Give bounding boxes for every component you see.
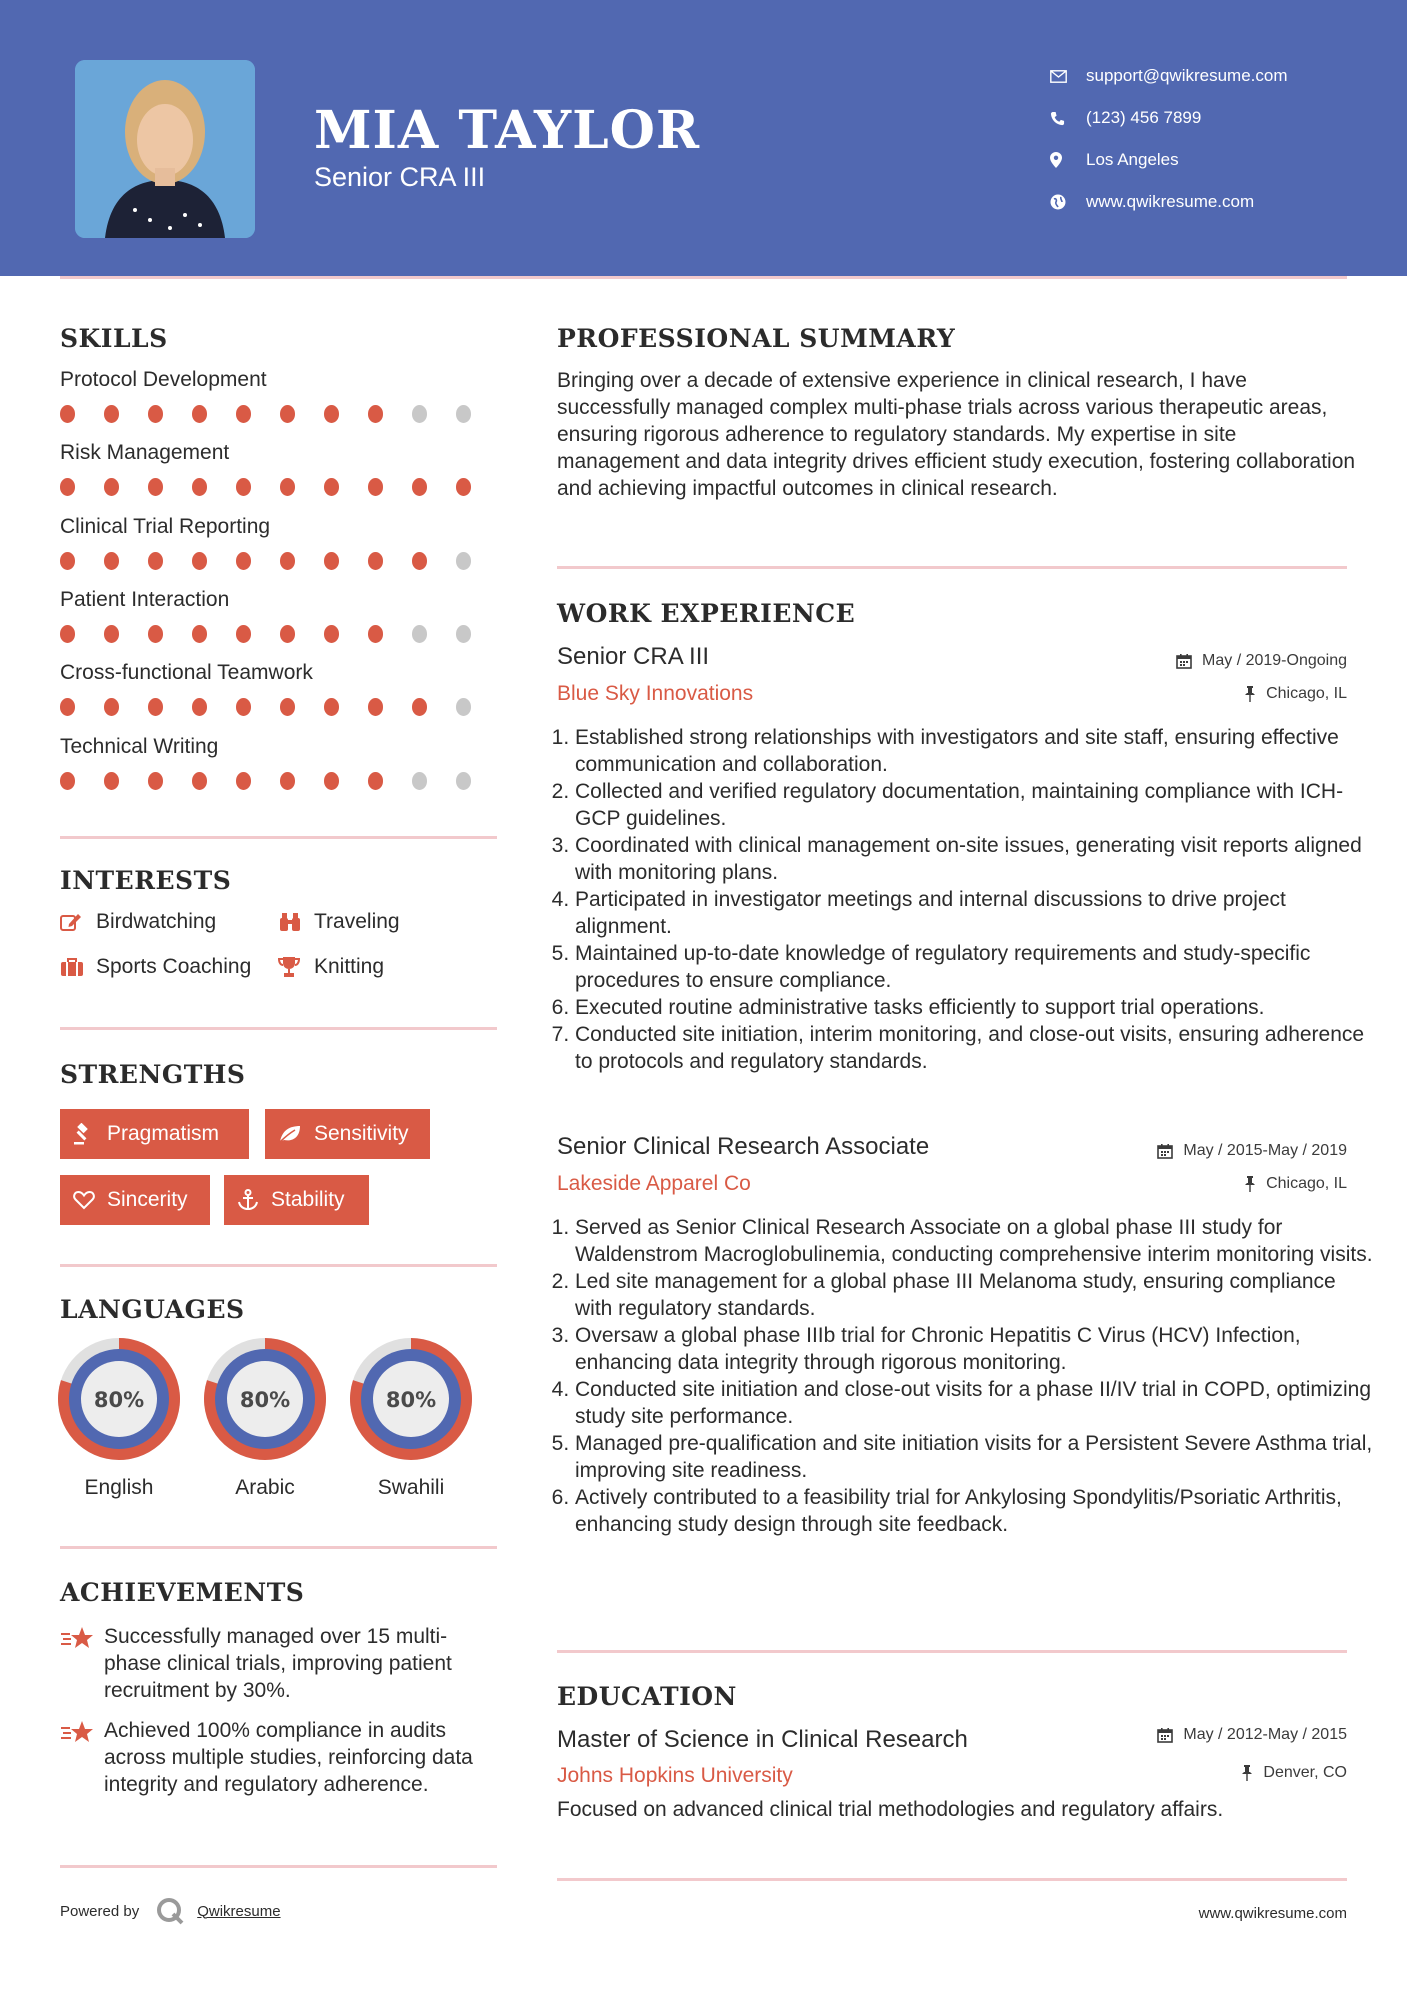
contact-email-text: support@qwikresume.com bbox=[1086, 66, 1288, 85]
experience-heading: WORK EXPERIENCE bbox=[557, 599, 856, 628]
gavel-icon bbox=[73, 1123, 95, 1145]
rating-dot-filled bbox=[324, 552, 339, 570]
rating-dot-empty bbox=[456, 552, 471, 570]
interest-item bbox=[60, 910, 216, 934]
rating-dot-filled bbox=[148, 478, 163, 496]
rating-dot-filled bbox=[280, 552, 295, 570]
rating-dot-filled bbox=[280, 478, 295, 496]
rating-dot-filled bbox=[192, 698, 207, 716]
rating-dot-filled bbox=[236, 478, 251, 496]
skill-name: Cross-functional Teamwork bbox=[60, 661, 313, 685]
rating-dot-empty bbox=[456, 698, 471, 716]
achievement-item bbox=[60, 1623, 500, 1704]
skill-rating bbox=[60, 552, 500, 570]
rating-dot-filled bbox=[104, 478, 119, 496]
languages-divider bbox=[60, 1546, 497, 1549]
skill-item bbox=[60, 585, 500, 643]
strength-label: Pragmatism bbox=[107, 1122, 220, 1145]
rating-dot-filled bbox=[368, 772, 383, 790]
rating-dot-filled bbox=[280, 772, 295, 790]
summary-divider bbox=[557, 566, 1347, 569]
rating-dot-filled bbox=[324, 698, 339, 716]
rating-dot-filled bbox=[104, 405, 119, 423]
contact-website-text: www.qwikresume.com bbox=[1086, 192, 1255, 211]
language-percent: 80% bbox=[93, 1388, 145, 1412]
pushpin-icon bbox=[1244, 686, 1256, 702]
rating-dot-filled bbox=[236, 552, 251, 570]
education-divider bbox=[557, 1878, 1347, 1881]
map-pin-icon bbox=[1050, 152, 1086, 168]
interest-item bbox=[60, 955, 251, 979]
skill-rating bbox=[60, 478, 500, 496]
rating-dot-filled bbox=[192, 405, 207, 423]
language-ring bbox=[203, 1337, 327, 1461]
strength-badge bbox=[265, 1109, 430, 1159]
education-dates bbox=[1157, 1726, 1347, 1744]
contact-phone[interactable] bbox=[1050, 97, 1288, 139]
interest-item bbox=[278, 955, 384, 979]
achievements-heading: ACHIEVEMENTS bbox=[60, 1578, 305, 1607]
rating-dot-filled bbox=[368, 625, 383, 643]
education-school: Johns Hopkins University bbox=[557, 1764, 793, 1787]
job-location-text: Chicago, IL bbox=[1266, 685, 1347, 702]
profile-photo bbox=[75, 60, 255, 238]
contact-list bbox=[1050, 55, 1288, 223]
pushpin-icon bbox=[1241, 1765, 1253, 1781]
contact-phone-text: (123) 456 7899 bbox=[1086, 108, 1202, 127]
rating-dot-filled bbox=[192, 478, 207, 496]
calendar-icon bbox=[1157, 1143, 1173, 1159]
job-duties bbox=[557, 1214, 1375, 1538]
skill-name: Technical Writing bbox=[60, 734, 219, 758]
rating-dot-filled bbox=[236, 625, 251, 643]
rating-dot-filled bbox=[280, 405, 295, 423]
strength-label: Sensitivity bbox=[314, 1122, 409, 1145]
skill-name: Clinical Trial Reporting bbox=[60, 514, 271, 538]
rating-dot-filled bbox=[192, 552, 207, 570]
interest-item bbox=[278, 910, 400, 934]
shooting-star-icon bbox=[60, 1717, 104, 1798]
skill-name: Patient Interaction bbox=[60, 587, 230, 611]
rating-dot-filled bbox=[104, 698, 119, 716]
contact-website[interactable] bbox=[1050, 181, 1288, 223]
language-percent: 80% bbox=[385, 1388, 437, 1412]
skill-item bbox=[60, 365, 500, 423]
job-duties bbox=[557, 724, 1375, 1075]
rating-dot-filled bbox=[324, 772, 339, 790]
contact-email[interactable] bbox=[1050, 55, 1288, 97]
rating-dot-filled bbox=[280, 625, 295, 643]
rating-dot-filled bbox=[368, 478, 383, 496]
candidate-title: Senior CRA III bbox=[314, 162, 486, 192]
job-location bbox=[1244, 1175, 1347, 1193]
job-dates bbox=[1157, 1142, 1347, 1160]
duty-item: 2. Led site management for a global phase III Melanoma study, ensuring compliance with regulatory standards. bbox=[575, 1268, 1375, 1322]
languages-heading: LANGUAGES bbox=[60, 1295, 245, 1324]
interests-divider bbox=[60, 1027, 497, 1030]
education-dates-text: May / 2012-May / 2015 bbox=[1183, 1726, 1347, 1743]
skill-item bbox=[60, 658, 500, 716]
strength-badge bbox=[60, 1175, 210, 1225]
job-title: Senior Clinical Research Associate bbox=[557, 1133, 930, 1160]
skill-name: Risk Management bbox=[60, 441, 230, 465]
rating-dot-filled bbox=[60, 625, 75, 643]
shooting-star-icon bbox=[60, 1623, 104, 1704]
rating-dot-filled bbox=[104, 552, 119, 570]
duty-item: 6. Executed routine administrative tasks efficiently to support trial operations. bbox=[575, 994, 1375, 1021]
job-company: Lakeside Apparel Co bbox=[557, 1172, 751, 1195]
strength-badge bbox=[60, 1109, 249, 1159]
strengths-divider bbox=[60, 1264, 497, 1267]
language-item bbox=[349, 1337, 473, 1500]
language-name: English bbox=[84, 1476, 154, 1499]
duty-item: 5. Maintained up-to-date knowledge of regulatory requirements and study-specific procedures to ensure compliance. bbox=[575, 940, 1375, 994]
resume-header bbox=[0, 0, 1407, 276]
rating-dot-filled bbox=[60, 698, 75, 716]
experience-divider bbox=[557, 1650, 1347, 1653]
duty-item: 1. Established strong relationships with investigators and site staff, ensuring effective communication and collaboration. bbox=[575, 724, 1375, 778]
rating-dot-filled bbox=[148, 698, 163, 716]
job-company: Blue Sky Innovations bbox=[557, 682, 754, 705]
skill-item bbox=[60, 438, 500, 496]
rating-dot-filled bbox=[60, 478, 75, 496]
language-percent: 80% bbox=[239, 1388, 291, 1412]
duty-item: 3. Oversaw a global phase IIIb trial for Chronic Hepatitis C Virus (HCV) Infection, enhancing data integrity through rigorous monitoring. bbox=[575, 1322, 1375, 1376]
skill-name: Protocol Development bbox=[60, 368, 267, 391]
qwikresume-link[interactable]: Qwikresume bbox=[197, 1902, 281, 1920]
rating-dot-filled bbox=[60, 772, 75, 790]
qwikresume-logo-icon bbox=[155, 1896, 185, 1926]
skills-divider bbox=[60, 836, 497, 839]
strengths-heading: STRENGTHS bbox=[60, 1060, 246, 1089]
job-location-text: Chicago, IL bbox=[1266, 1175, 1347, 1192]
calendar-icon bbox=[1176, 653, 1192, 669]
rating-dot-empty bbox=[456, 772, 471, 790]
pencil-square-icon bbox=[60, 912, 96, 932]
rating-dot-filled bbox=[148, 625, 163, 643]
rating-dot-empty bbox=[412, 405, 427, 423]
skill-rating bbox=[60, 405, 500, 423]
rating-dot-empty bbox=[412, 772, 427, 790]
rating-dot-filled bbox=[412, 552, 427, 570]
duty-item: 3. Coordinated with clinical management on-site issues, generating visit reports aligned with monitoring plans. bbox=[575, 832, 1375, 886]
rating-dot-filled bbox=[368, 405, 383, 423]
achievement-text: Successfully managed over 15 multi-phase clinical trials, improving patient recruitment by 30%. bbox=[104, 1625, 452, 1702]
skill-item bbox=[60, 512, 500, 570]
achievement-item bbox=[60, 1717, 500, 1798]
duty-item: 5. Managed pre-qualification and site initiation visits for a Persistent Severe Asthma trial, improving site readiness. bbox=[575, 1430, 1375, 1484]
duty-item: 6. Actively contributed to a feasibility trial for Ankylosing Spondylitis/Psoriatic Arthritis, enhancing study design through site feedback. bbox=[575, 1484, 1375, 1538]
rating-dot-filled bbox=[368, 552, 383, 570]
duty-item: 4. Participated in investigator meetings and internal discussions to drive project alignment. bbox=[575, 886, 1375, 940]
job-dates-text: May / 2015-May / 2019 bbox=[1183, 1142, 1347, 1159]
rating-dot-filled bbox=[324, 625, 339, 643]
interest-label: Sports Coaching bbox=[96, 955, 252, 978]
education-degree: Master of Science in Clinical Research bbox=[557, 1726, 968, 1753]
job-title: Senior CRA III bbox=[557, 643, 710, 670]
interest-label: Birdwatching bbox=[96, 910, 217, 933]
rating-dot-filled bbox=[148, 405, 163, 423]
contact-location bbox=[1050, 139, 1288, 181]
language-ring bbox=[57, 1337, 181, 1461]
job-location bbox=[1244, 685, 1347, 703]
rating-dot-filled bbox=[104, 772, 119, 790]
envelope-icon bbox=[1050, 70, 1086, 83]
rating-dot-filled bbox=[236, 772, 251, 790]
candidate-name: MIA TAYLOR bbox=[314, 100, 701, 161]
language-item bbox=[57, 1337, 181, 1500]
duty-item: 2. Collected and verified regulatory documentation, maintaining compliance with ICH-GCP guidelines. bbox=[575, 778, 1375, 832]
duty-item: 7. Conducted site initiation, interim monitoring, and close-out visits, ensuring adherence to protocols and regulatory standards. bbox=[575, 1021, 1375, 1075]
education-location bbox=[1241, 1764, 1347, 1782]
interest-label: Knitting bbox=[314, 955, 385, 978]
pushpin-icon bbox=[1244, 1176, 1256, 1192]
job-dates bbox=[1176, 652, 1347, 670]
anchor-icon bbox=[237, 1189, 259, 1211]
summary-text: Bringing over a decade of extensive experience in clinical research, I have successfully managed complex multi-phase trials across various therapeutic areas, ensuring rigorous adherence to regulatory standards. My expertise in site management and data integrity drives efficient study execution, fostering collaboration and achieving impactful outcomes in clinical research. bbox=[557, 369, 1356, 500]
education-location-text: Denver, CO bbox=[1263, 1764, 1347, 1781]
rating-dot-filled bbox=[324, 478, 339, 496]
education-description: Focused on advanced clinical trial methodologies and regulatory affairs. bbox=[557, 1798, 1224, 1821]
rating-dot-filled bbox=[104, 625, 119, 643]
avatar bbox=[75, 60, 255, 238]
skill-rating bbox=[60, 625, 500, 643]
rating-dot-filled bbox=[192, 772, 207, 790]
skill-rating bbox=[60, 772, 500, 790]
duty-item: 4. Conducted site initiation and close-out visits for a phase II/IV trial in COPD, optimizing study site performance. bbox=[575, 1376, 1375, 1430]
rating-dot-filled bbox=[368, 698, 383, 716]
trophy-icon bbox=[278, 956, 314, 978]
job-dates-text: May / 2019-Ongoing bbox=[1202, 652, 1347, 669]
briefcase-icon bbox=[60, 957, 96, 977]
language-ring bbox=[349, 1337, 473, 1461]
phone-icon bbox=[1050, 111, 1086, 126]
skill-rating bbox=[60, 698, 500, 716]
achievements-divider bbox=[60, 1865, 497, 1868]
header-divider bbox=[60, 276, 1347, 279]
strength-badge bbox=[224, 1175, 369, 1225]
language-name: Swahili bbox=[377, 1476, 445, 1499]
binoculars-icon bbox=[278, 912, 314, 932]
heart-icon bbox=[73, 1190, 95, 1210]
rating-dot-empty bbox=[456, 405, 471, 423]
summary-heading: PROFESSIONAL SUMMARY bbox=[557, 324, 956, 353]
language-item bbox=[203, 1337, 327, 1500]
rating-dot-filled bbox=[148, 552, 163, 570]
skills-heading: SKILLS bbox=[60, 324, 168, 353]
interests-heading: INTERESTS bbox=[60, 866, 232, 895]
calendar-icon bbox=[1157, 1727, 1173, 1743]
powered-by-label: Powered by bbox=[60, 1902, 140, 1920]
language-name: Arabic bbox=[235, 1476, 295, 1499]
skill-item bbox=[60, 732, 500, 790]
rating-dot-filled bbox=[60, 405, 75, 423]
footer-website[interactable]: www.qwikresume.com bbox=[1198, 1905, 1347, 1922]
strength-label: Sincerity bbox=[107, 1188, 188, 1211]
rating-dot-filled bbox=[236, 698, 251, 716]
rating-dot-filled bbox=[280, 698, 295, 716]
rating-dot-filled bbox=[324, 405, 339, 423]
rating-dot-filled bbox=[412, 478, 427, 496]
rating-dot-filled bbox=[456, 478, 471, 496]
globe-icon bbox=[1050, 194, 1086, 210]
rating-dot-empty bbox=[456, 625, 471, 643]
interest-label: Traveling bbox=[314, 910, 400, 933]
rating-dot-filled bbox=[192, 625, 207, 643]
contact-location-text: Los Angeles bbox=[1086, 150, 1179, 169]
achievement-text: Achieved 100% compliance in audits across multiple studies, reinforcing data integrity and regulatory adherence. bbox=[104, 1719, 473, 1796]
rating-dot-empty bbox=[412, 625, 427, 643]
duty-item: 1. Served as Senior Clinical Research Associate on a global phase III study for Waldenstrom Macroglobulinemia, conducting comprehensive interim monitoring visits. bbox=[575, 1214, 1375, 1268]
footer-powered-by bbox=[60, 1896, 281, 1926]
rating-dot-filled bbox=[412, 698, 427, 716]
rating-dot-filled bbox=[148, 772, 163, 790]
strength-label: Stability bbox=[271, 1188, 345, 1211]
education-heading: EDUCATION bbox=[557, 1682, 737, 1711]
rating-dot-filled bbox=[236, 405, 251, 423]
leaf-icon bbox=[278, 1124, 302, 1144]
rating-dot-filled bbox=[60, 552, 75, 570]
